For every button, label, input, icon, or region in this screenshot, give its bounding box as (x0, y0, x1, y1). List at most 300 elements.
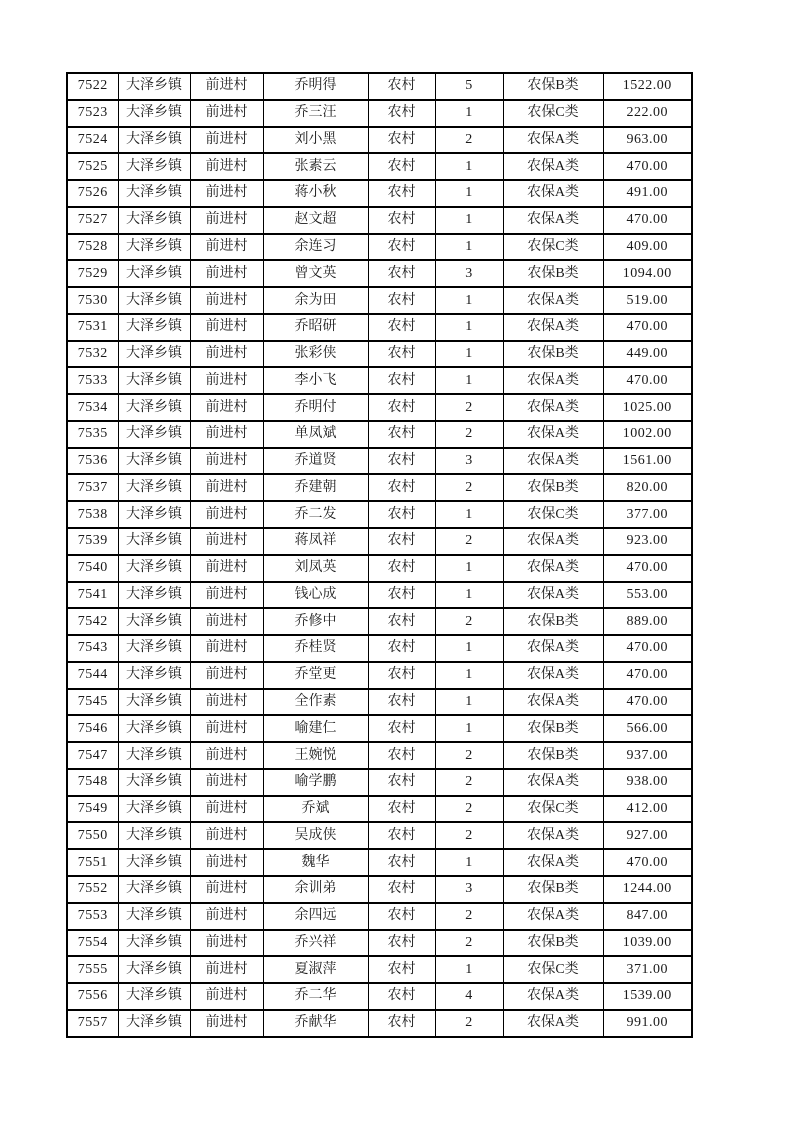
cell-id: 7532 (67, 341, 118, 368)
cell-person_count: 3 (435, 448, 503, 475)
cell-id: 7545 (67, 689, 118, 716)
cell-id: 7534 (67, 394, 118, 421)
cell-name: 张素云 (263, 153, 368, 180)
cell-town: 大泽乡镇 (118, 608, 190, 635)
cell-residence_type: 农村 (368, 769, 435, 796)
cell-name: 单凤斌 (263, 421, 368, 448)
cell-residence_type: 农村 (368, 100, 435, 127)
cell-village: 前进村 (190, 796, 263, 823)
cell-village: 前进村 (190, 153, 263, 180)
cell-person_count: 2 (435, 930, 503, 957)
cell-person_count: 2 (435, 742, 503, 769)
cell-id: 7543 (67, 635, 118, 662)
cell-amount: 1244.00 (603, 876, 692, 903)
cell-name: 刘小黑 (263, 127, 368, 154)
cell-insurance_category: 农保A类 (503, 769, 603, 796)
cell-amount: 820.00 (603, 474, 692, 501)
cell-amount: 449.00 (603, 341, 692, 368)
cell-amount: 923.00 (603, 528, 692, 555)
cell-amount: 409.00 (603, 234, 692, 261)
cell-residence_type: 农村 (368, 903, 435, 930)
cell-amount: 1002.00 (603, 421, 692, 448)
cell-id: 7550 (67, 822, 118, 849)
cell-name: 赵文超 (263, 207, 368, 234)
cell-village: 前进村 (190, 448, 263, 475)
cell-insurance_category: 农保A类 (503, 180, 603, 207)
table-row (67, 394, 692, 421)
cell-town: 大泽乡镇 (118, 287, 190, 314)
table-row (67, 742, 692, 769)
cell-person_count: 4 (435, 983, 503, 1010)
cell-residence_type: 农村 (368, 930, 435, 957)
cell-name: 钱心成 (263, 582, 368, 609)
cell-name: 曾文英 (263, 260, 368, 287)
cell-name: 余四远 (263, 903, 368, 930)
cell-amount: 847.00 (603, 903, 692, 930)
cell-amount: 1094.00 (603, 260, 692, 287)
cell-village: 前进村 (190, 341, 263, 368)
table-row (67, 528, 692, 555)
cell-amount: 470.00 (603, 153, 692, 180)
cell-town: 大泽乡镇 (118, 180, 190, 207)
cell-id: 7528 (67, 234, 118, 261)
cell-residence_type: 农村 (368, 608, 435, 635)
cell-insurance_category: 农保B类 (503, 742, 603, 769)
table-row (67, 153, 692, 180)
cell-name: 乔道贤 (263, 448, 368, 475)
cell-town: 大泽乡镇 (118, 153, 190, 180)
cell-residence_type: 农村 (368, 876, 435, 903)
table-row (67, 662, 692, 689)
insurance-records-table (66, 72, 693, 1038)
cell-id: 7530 (67, 287, 118, 314)
cell-residence_type: 农村 (368, 501, 435, 528)
cell-insurance_category: 农保A类 (503, 555, 603, 582)
cell-person_count: 1 (435, 689, 503, 716)
cell-town: 大泽乡镇 (118, 903, 190, 930)
cell-residence_type: 农村 (368, 635, 435, 662)
cell-village: 前进村 (190, 769, 263, 796)
cell-insurance_category: 农保A类 (503, 153, 603, 180)
cell-village: 前进村 (190, 555, 263, 582)
cell-residence_type: 农村 (368, 394, 435, 421)
cell-person_count: 1 (435, 314, 503, 341)
cell-id: 7551 (67, 849, 118, 876)
cell-name: 喻学鹏 (263, 769, 368, 796)
cell-village: 前进村 (190, 876, 263, 903)
cell-residence_type: 农村 (368, 689, 435, 716)
cell-residence_type: 农村 (368, 73, 435, 100)
cell-insurance_category: 农保B类 (503, 608, 603, 635)
cell-id: 7522 (67, 73, 118, 100)
cell-person_count: 3 (435, 260, 503, 287)
cell-residence_type: 农村 (368, 796, 435, 823)
cell-id: 7529 (67, 260, 118, 287)
cell-town: 大泽乡镇 (118, 876, 190, 903)
cell-id: 7536 (67, 448, 118, 475)
cell-village: 前进村 (190, 73, 263, 100)
cell-name: 蒋小秋 (263, 180, 368, 207)
cell-town: 大泽乡镇 (118, 983, 190, 1010)
cell-insurance_category: 农保C类 (503, 100, 603, 127)
cell-person_count: 2 (435, 528, 503, 555)
cell-insurance_category: 农保A类 (503, 421, 603, 448)
table-row (67, 367, 692, 394)
cell-insurance_category: 农保A类 (503, 582, 603, 609)
cell-insurance_category: 农保C类 (503, 956, 603, 983)
cell-village: 前进村 (190, 983, 263, 1010)
cell-town: 大泽乡镇 (118, 662, 190, 689)
cell-residence_type: 农村 (368, 528, 435, 555)
cell-amount: 470.00 (603, 367, 692, 394)
cell-amount: 963.00 (603, 127, 692, 154)
cell-person_count: 1 (435, 956, 503, 983)
cell-id: 7538 (67, 501, 118, 528)
cell-insurance_category: 农保A类 (503, 903, 603, 930)
cell-amount: 371.00 (603, 956, 692, 983)
cell-id: 7556 (67, 983, 118, 1010)
table-row (67, 207, 692, 234)
cell-town: 大泽乡镇 (118, 742, 190, 769)
cell-village: 前进村 (190, 474, 263, 501)
cell-name: 乔堂更 (263, 662, 368, 689)
cell-residence_type: 农村 (368, 127, 435, 154)
cell-amount: 222.00 (603, 100, 692, 127)
cell-name: 乔二发 (263, 501, 368, 528)
cell-village: 前进村 (190, 582, 263, 609)
cell-village: 前进村 (190, 100, 263, 127)
cell-id: 7523 (67, 100, 118, 127)
cell-town: 大泽乡镇 (118, 127, 190, 154)
cell-town: 大泽乡镇 (118, 528, 190, 555)
cell-village: 前进村 (190, 287, 263, 314)
cell-name: 魏华 (263, 849, 368, 876)
cell-amount: 927.00 (603, 822, 692, 849)
cell-person_count: 1 (435, 662, 503, 689)
cell-amount: 470.00 (603, 849, 692, 876)
cell-town: 大泽乡镇 (118, 582, 190, 609)
cell-insurance_category: 农保A类 (503, 394, 603, 421)
cell-amount: 938.00 (603, 769, 692, 796)
cell-amount: 566.00 (603, 715, 692, 742)
table-row (67, 100, 692, 127)
cell-name: 张彩侠 (263, 341, 368, 368)
cell-village: 前进村 (190, 849, 263, 876)
cell-village: 前进村 (190, 1010, 263, 1037)
cell-person_count: 1 (435, 207, 503, 234)
cell-person_count: 1 (435, 715, 503, 742)
cell-name: 余训弟 (263, 876, 368, 903)
cell-person_count: 2 (435, 421, 503, 448)
cell-village: 前进村 (190, 608, 263, 635)
cell-town: 大泽乡镇 (118, 394, 190, 421)
table-row (67, 127, 692, 154)
cell-residence_type: 农村 (368, 260, 435, 287)
cell-name: 乔二华 (263, 983, 368, 1010)
cell-id: 7544 (67, 662, 118, 689)
cell-residence_type: 农村 (368, 207, 435, 234)
cell-insurance_category: 农保B类 (503, 341, 603, 368)
cell-person_count: 1 (435, 180, 503, 207)
cell-name: 全作素 (263, 689, 368, 716)
cell-residence_type: 农村 (368, 715, 435, 742)
cell-village: 前进村 (190, 367, 263, 394)
cell-residence_type: 农村 (368, 314, 435, 341)
cell-id: 7526 (67, 180, 118, 207)
cell-residence_type: 农村 (368, 983, 435, 1010)
table-row (67, 796, 692, 823)
cell-insurance_category: 农保B类 (503, 715, 603, 742)
cell-name: 吴成侠 (263, 822, 368, 849)
cell-village: 前进村 (190, 180, 263, 207)
cell-amount: 470.00 (603, 555, 692, 582)
cell-person_count: 1 (435, 849, 503, 876)
cell-name: 夏淑萍 (263, 956, 368, 983)
cell-village: 前进村 (190, 394, 263, 421)
cell-insurance_category: 农保A类 (503, 849, 603, 876)
cell-name: 李小飞 (263, 367, 368, 394)
table-row (67, 180, 692, 207)
cell-id: 7537 (67, 474, 118, 501)
cell-insurance_category: 农保A类 (503, 207, 603, 234)
cell-residence_type: 农村 (368, 822, 435, 849)
cell-town: 大泽乡镇 (118, 555, 190, 582)
cell-town: 大泽乡镇 (118, 930, 190, 957)
cell-residence_type: 农村 (368, 662, 435, 689)
cell-person_count: 2 (435, 903, 503, 930)
cell-insurance_category: 农保C类 (503, 796, 603, 823)
cell-town: 大泽乡镇 (118, 448, 190, 475)
cell-name: 喻建仁 (263, 715, 368, 742)
cell-name: 乔修中 (263, 608, 368, 635)
cell-village: 前进村 (190, 501, 263, 528)
cell-id: 7525 (67, 153, 118, 180)
cell-insurance_category: 农保C类 (503, 234, 603, 261)
cell-village: 前进村 (190, 207, 263, 234)
cell-insurance_category: 农保B类 (503, 474, 603, 501)
table-row (67, 448, 692, 475)
cell-insurance_category: 农保A类 (503, 662, 603, 689)
cell-id: 7533 (67, 367, 118, 394)
table-row (67, 234, 692, 261)
cell-town: 大泽乡镇 (118, 73, 190, 100)
cell-id: 7542 (67, 608, 118, 635)
cell-amount: 470.00 (603, 662, 692, 689)
cell-id: 7555 (67, 956, 118, 983)
cell-town: 大泽乡镇 (118, 956, 190, 983)
table-row (67, 849, 692, 876)
cell-town: 大泽乡镇 (118, 207, 190, 234)
cell-village: 前进村 (190, 930, 263, 957)
table-row (67, 903, 692, 930)
cell-village: 前进村 (190, 715, 263, 742)
cell-insurance_category: 农保A类 (503, 367, 603, 394)
cell-town: 大泽乡镇 (118, 474, 190, 501)
cell-residence_type: 农村 (368, 1010, 435, 1037)
cell-insurance_category: 农保A类 (503, 822, 603, 849)
cell-amount: 937.00 (603, 742, 692, 769)
cell-person_count: 2 (435, 394, 503, 421)
cell-id: 7557 (67, 1010, 118, 1037)
cell-name: 乔桂贤 (263, 635, 368, 662)
cell-name: 乔献华 (263, 1010, 368, 1037)
cell-insurance_category: 农保A类 (503, 448, 603, 475)
cell-name: 乔明付 (263, 394, 368, 421)
cell-amount: 991.00 (603, 1010, 692, 1037)
table-row (67, 287, 692, 314)
cell-id: 7535 (67, 421, 118, 448)
cell-insurance_category: 农保A类 (503, 689, 603, 716)
table-row (67, 822, 692, 849)
cell-id: 7552 (67, 876, 118, 903)
cell-id: 7554 (67, 930, 118, 957)
cell-id: 7553 (67, 903, 118, 930)
table-row (67, 930, 692, 957)
table-row (67, 73, 692, 100)
cell-town: 大泽乡镇 (118, 849, 190, 876)
cell-insurance_category: 农保A类 (503, 1010, 603, 1037)
cell-person_count: 2 (435, 608, 503, 635)
cell-town: 大泽乡镇 (118, 796, 190, 823)
cell-name: 王婉悦 (263, 742, 368, 769)
cell-amount: 412.00 (603, 796, 692, 823)
cell-amount: 889.00 (603, 608, 692, 635)
cell-town: 大泽乡镇 (118, 421, 190, 448)
cell-name: 乔昭研 (263, 314, 368, 341)
cell-town: 大泽乡镇 (118, 689, 190, 716)
cell-person_count: 2 (435, 1010, 503, 1037)
cell-insurance_category: 农保B类 (503, 876, 603, 903)
cell-insurance_category: 农保A类 (503, 314, 603, 341)
cell-town: 大泽乡镇 (118, 769, 190, 796)
cell-town: 大泽乡镇 (118, 234, 190, 261)
cell-amount: 1025.00 (603, 394, 692, 421)
cell-amount: 1539.00 (603, 983, 692, 1010)
cell-village: 前进村 (190, 260, 263, 287)
table-row (67, 608, 692, 635)
cell-amount: 377.00 (603, 501, 692, 528)
cell-insurance_category: 农保A类 (503, 635, 603, 662)
cell-person_count: 5 (435, 73, 503, 100)
cell-person_count: 1 (435, 100, 503, 127)
cell-village: 前进村 (190, 421, 263, 448)
cell-village: 前进村 (190, 234, 263, 261)
cell-id: 7541 (67, 582, 118, 609)
cell-person_count: 2 (435, 474, 503, 501)
cell-village: 前进村 (190, 822, 263, 849)
cell-village: 前进村 (190, 314, 263, 341)
cell-amount: 1522.00 (603, 73, 692, 100)
cell-insurance_category: 农保C类 (503, 501, 603, 528)
cell-person_count: 1 (435, 501, 503, 528)
cell-amount: 1039.00 (603, 930, 692, 957)
table-row (67, 582, 692, 609)
cell-amount: 491.00 (603, 180, 692, 207)
table-row (67, 769, 692, 796)
cell-name: 乔明得 (263, 73, 368, 100)
table-row (67, 314, 692, 341)
cell-town: 大泽乡镇 (118, 314, 190, 341)
cell-name: 刘凤英 (263, 555, 368, 582)
table-row (67, 474, 692, 501)
cell-name: 余连习 (263, 234, 368, 261)
cell-insurance_category: 农保A类 (503, 287, 603, 314)
cell-person_count: 1 (435, 582, 503, 609)
cell-residence_type: 农村 (368, 421, 435, 448)
cell-amount: 519.00 (603, 287, 692, 314)
cell-id: 7540 (67, 555, 118, 582)
table-row (67, 421, 692, 448)
cell-person_count: 2 (435, 796, 503, 823)
table-row (67, 501, 692, 528)
cell-insurance_category: 农保B类 (503, 930, 603, 957)
cell-insurance_category: 农保B类 (503, 260, 603, 287)
cell-person_count: 1 (435, 341, 503, 368)
cell-town: 大泽乡镇 (118, 715, 190, 742)
cell-residence_type: 农村 (368, 234, 435, 261)
cell-insurance_category: 农保A类 (503, 983, 603, 1010)
cell-town: 大泽乡镇 (118, 822, 190, 849)
cell-amount: 1561.00 (603, 448, 692, 475)
cell-name: 蒋凤祥 (263, 528, 368, 555)
cell-village: 前进村 (190, 662, 263, 689)
cell-person_count: 2 (435, 769, 503, 796)
cell-residence_type: 农村 (368, 582, 435, 609)
cell-name: 乔斌 (263, 796, 368, 823)
table-row (67, 715, 692, 742)
cell-person_count: 1 (435, 555, 503, 582)
table-row (67, 555, 692, 582)
cell-village: 前进村 (190, 635, 263, 662)
cell-town: 大泽乡镇 (118, 367, 190, 394)
table-row (67, 260, 692, 287)
cell-insurance_category: 农保A类 (503, 528, 603, 555)
cell-person_count: 1 (435, 635, 503, 662)
cell-person_count: 1 (435, 367, 503, 394)
cell-person_count: 1 (435, 153, 503, 180)
cell-person_count: 3 (435, 876, 503, 903)
cell-name: 乔三汪 (263, 100, 368, 127)
cell-residence_type: 农村 (368, 555, 435, 582)
cell-residence_type: 农村 (368, 153, 435, 180)
cell-residence_type: 农村 (368, 287, 435, 314)
cell-residence_type: 农村 (368, 367, 435, 394)
cell-amount: 470.00 (603, 314, 692, 341)
cell-name: 余为田 (263, 287, 368, 314)
cell-residence_type: 农村 (368, 180, 435, 207)
cell-residence_type: 农村 (368, 341, 435, 368)
cell-insurance_category: 农保B类 (503, 73, 603, 100)
cell-village: 前进村 (190, 956, 263, 983)
cell-village: 前进村 (190, 127, 263, 154)
cell-residence_type: 农村 (368, 448, 435, 475)
cell-amount: 470.00 (603, 207, 692, 234)
cell-residence_type: 农村 (368, 474, 435, 501)
cell-id: 7547 (67, 742, 118, 769)
cell-village: 前进村 (190, 903, 263, 930)
cell-town: 大泽乡镇 (118, 260, 190, 287)
cell-id: 7527 (67, 207, 118, 234)
cell-person_count: 1 (435, 287, 503, 314)
cell-village: 前进村 (190, 528, 263, 555)
table-row (67, 689, 692, 716)
cell-village: 前进村 (190, 742, 263, 769)
cell-amount: 470.00 (603, 635, 692, 662)
table-row (67, 983, 692, 1010)
cell-residence_type: 农村 (368, 742, 435, 769)
table-row (67, 341, 692, 368)
cell-village: 前进村 (190, 689, 263, 716)
